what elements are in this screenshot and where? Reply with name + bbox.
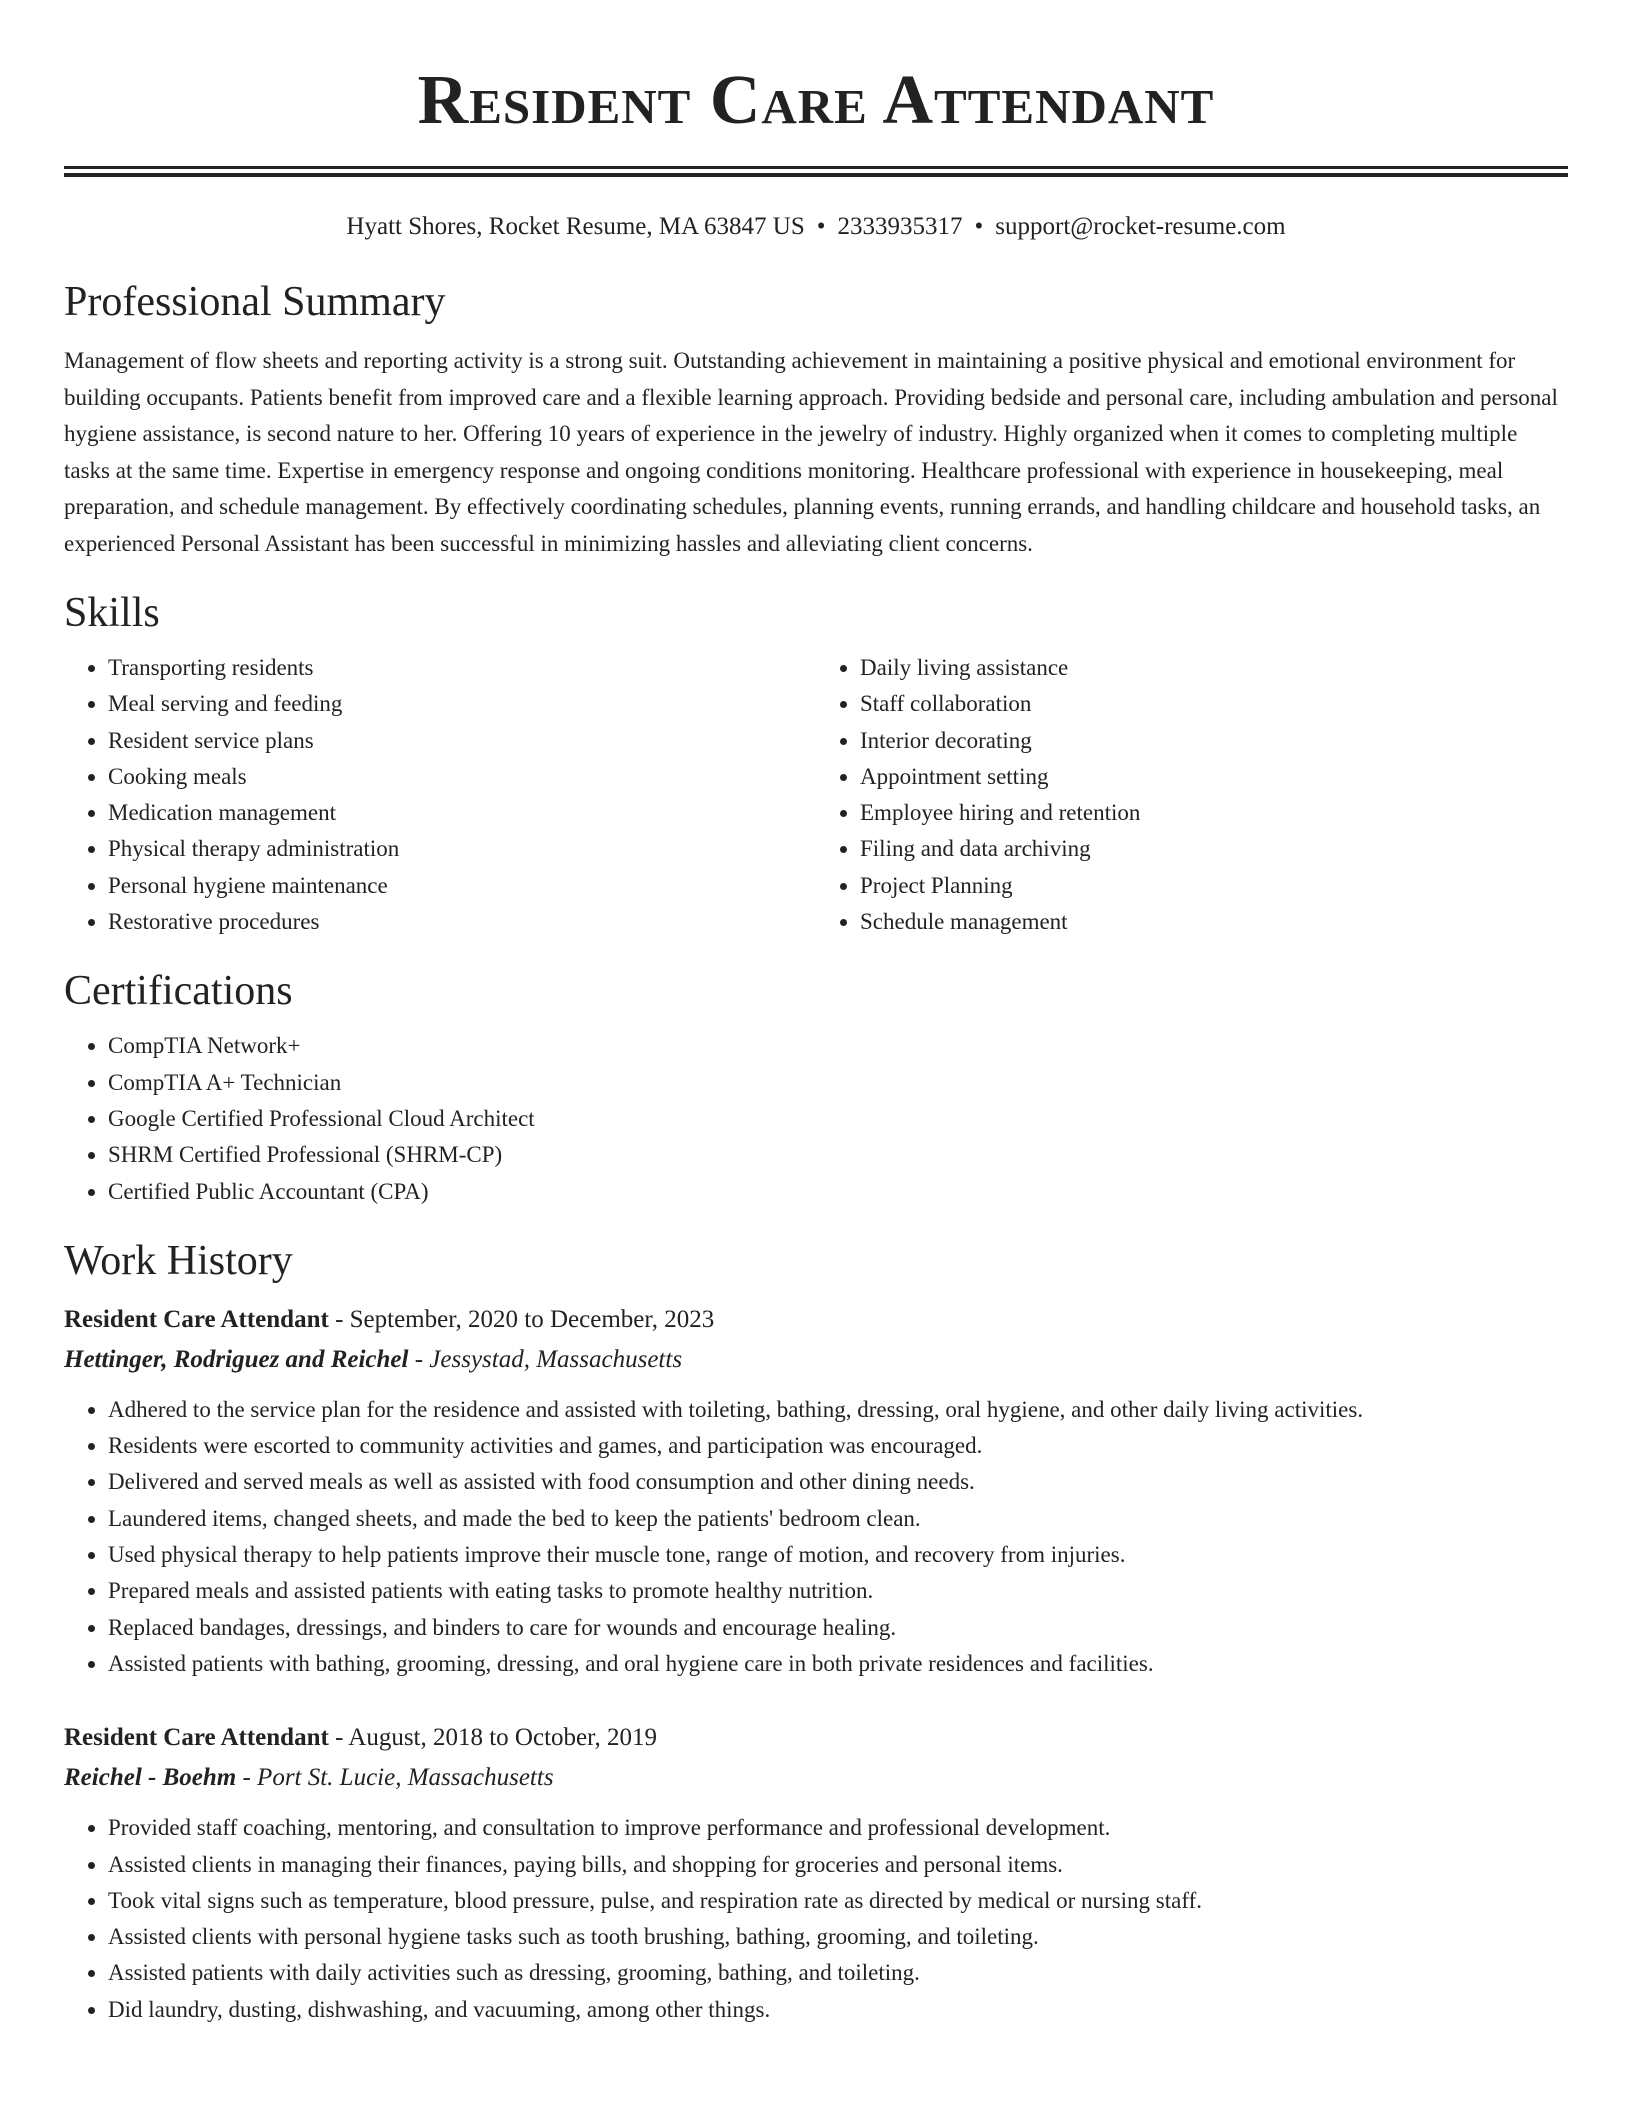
skill-item: • Employee hiring and retention [860, 795, 1568, 831]
job-dates: - August, 2018 to October, 2019 [328, 1724, 657, 1752]
summary-section [64, 277, 1568, 562]
work-history-heading: Work History [64, 1237, 293, 1284]
skill-item: • Personal hygiene maintenance [108, 868, 816, 904]
skill-item: • Restorative procedures [108, 904, 816, 940]
job-bullet: • Assisted clients in managing their finances, paying bills, and shopping for groceries and personal items. [108, 1847, 1568, 1883]
job-dates: - September, 2020 to December, 2023 [328, 1305, 715, 1333]
job-company: Reichel - Boehm [64, 1764, 237, 1792]
summary-heading: Professional Summary [64, 279, 446, 325]
job-bullet: • Took vital signs such as temperature, blood pressure, pulse, and respiration rate as directed by medical or nursing staff. [108, 1883, 1568, 1919]
certifications-section [64, 966, 1568, 1209]
skills-list-right [816, 650, 1568, 940]
job-bullet: • Did laundry, dusting, dishwashing, and vacuuming, among other things. [108, 1992, 1568, 2028]
work-history-section [64, 1236, 1568, 2028]
job-title: Resident Care Attendant [64, 1305, 329, 1333]
skill-item: • Transporting residents [108, 650, 816, 686]
certifications-heading: Certifications [64, 968, 293, 1015]
job-bullet: • Provided staff coaching, mentoring, and consultation to improve performance and professional development. [108, 1810, 1568, 1846]
contact-email: support@rocket-resume.com [995, 213, 1286, 240]
resume-name: Resident Care Attendant [417, 62, 1215, 139]
certification-item: • SHRM Certified Professional (SHRM-CP) [108, 1137, 1568, 1173]
contact-address: Hyatt Shores, Rocket Resume, MA 63847 US [346, 213, 805, 240]
certification-item: • Certified Public Accountant (CPA) [108, 1174, 1568, 1210]
skill-item: • Appointment setting [860, 759, 1568, 795]
job-title: Resident Care Attendant [64, 1724, 329, 1752]
skill-item: • Schedule management [860, 904, 1568, 940]
job-bullet: • Used physical therapy to help patients improve their muscle tone, range of motion, and recovery from injuries. [108, 1537, 1568, 1573]
job-bullets [64, 1810, 1568, 2028]
skills-columns [64, 650, 1568, 940]
contact-phone: 2333935317 [837, 213, 963, 240]
skill-item: • Project Planning [860, 868, 1568, 904]
contact-separator: • [974, 213, 984, 240]
contact-line [64, 211, 1568, 243]
job-location: - Port St. Lucie, Massachusetts [236, 1764, 554, 1792]
summary-text: Management of flow sheets and reporting activity is a strong suit. Outstanding achievement in maintaining a positive physical and emotional environment for building occupants. Patients benefit from improved care and a flexible learning approach. Providing bedside and personal care, including ambulation and personal hygiene assistance, is second nature to her. Offering 10 years of experience in the jewelry of industry. Highly organized when it comes to completing multiple tasks at the same time. Expertise in emergency response and ongoing conditions monitoring. Healthcare professional with experience in housekeeping, meal preparation, and schedule management. By effectively coordinating schedules, planning events, running errands, and handling childcare and household tasks, an experienced Personal Assistant has been successful in minimizing hassles and alleviating client concerns. [64, 348, 1558, 556]
certification-item: • CompTIA A+ Technician [108, 1065, 1568, 1101]
skill-item: • Physical therapy administration [108, 831, 816, 867]
skill-item: • Meal serving and feeding [108, 686, 816, 722]
job-title-line [64, 1300, 1568, 1340]
header-divider [64, 166, 1568, 177]
job-entry [64, 1718, 1568, 2028]
skill-item: • Cooking meals [108, 759, 816, 795]
skill-item: • Medication management [108, 795, 816, 831]
job-title-line [64, 1718, 1568, 1758]
skills-section [64, 588, 1568, 940]
certification-item: • Google Certified Professional Cloud Architect [108, 1101, 1568, 1137]
job-bullet: • Delivered and served meals as well as assisted with food consumption and other dining needs. [108, 1464, 1568, 1500]
job-bullet: • Laundered items, changed sheets, and made the bed to keep the patients' bedroom clean. [108, 1501, 1568, 1537]
certification-item: • CompTIA Network+ [108, 1028, 1568, 1064]
job-company: Hettinger, Rodriguez and Reichel [64, 1345, 409, 1373]
skill-item: • Filing and data archiving [860, 831, 1568, 867]
contact-separator: • [816, 213, 826, 240]
job-company-line [64, 1758, 1568, 1798]
job-entry [64, 1300, 1568, 1682]
skill-item: • Interior decorating [860, 723, 1568, 759]
job-bullet: • Residents were escorted to community activities and games, and participation was encouraged. [108, 1428, 1568, 1464]
skills-heading: Skills [64, 590, 160, 636]
job-location: - Jessystad, Massachusetts [408, 1345, 683, 1373]
job-bullet: • Replaced bandages, dressings, and binders to care for wounds and encourage healing. [108, 1610, 1568, 1646]
skills-list-left [64, 650, 816, 940]
job-bullet: • Adhered to the service plan for the residence and assisted with toileting, bathing, dressing, oral hygiene, and other daily living activities. [108, 1392, 1568, 1428]
skill-item: • Resident service plans [108, 723, 816, 759]
skill-item: • Staff collaboration [860, 686, 1568, 722]
job-company-line [64, 1340, 1568, 1380]
certifications-list [64, 1028, 1568, 1209]
job-bullets [64, 1392, 1568, 1682]
job-bullet: • Assisted patients with daily activities such as dressing, grooming, bathing, and toileting. [108, 1955, 1568, 1991]
job-bullet: • Prepared meals and assisted patients with eating tasks to promote healthy nutrition. [108, 1573, 1568, 1609]
job-bullet: • Assisted patients with bathing, grooming, dressing, and oral hygiene care in both private residences and facilities. [108, 1646, 1568, 1682]
skill-item: • Daily living assistance [860, 650, 1568, 686]
job-bullet: • Assisted clients with personal hygiene tasks such as tooth brushing, bathing, grooming, and toileting. [108, 1919, 1568, 1955]
